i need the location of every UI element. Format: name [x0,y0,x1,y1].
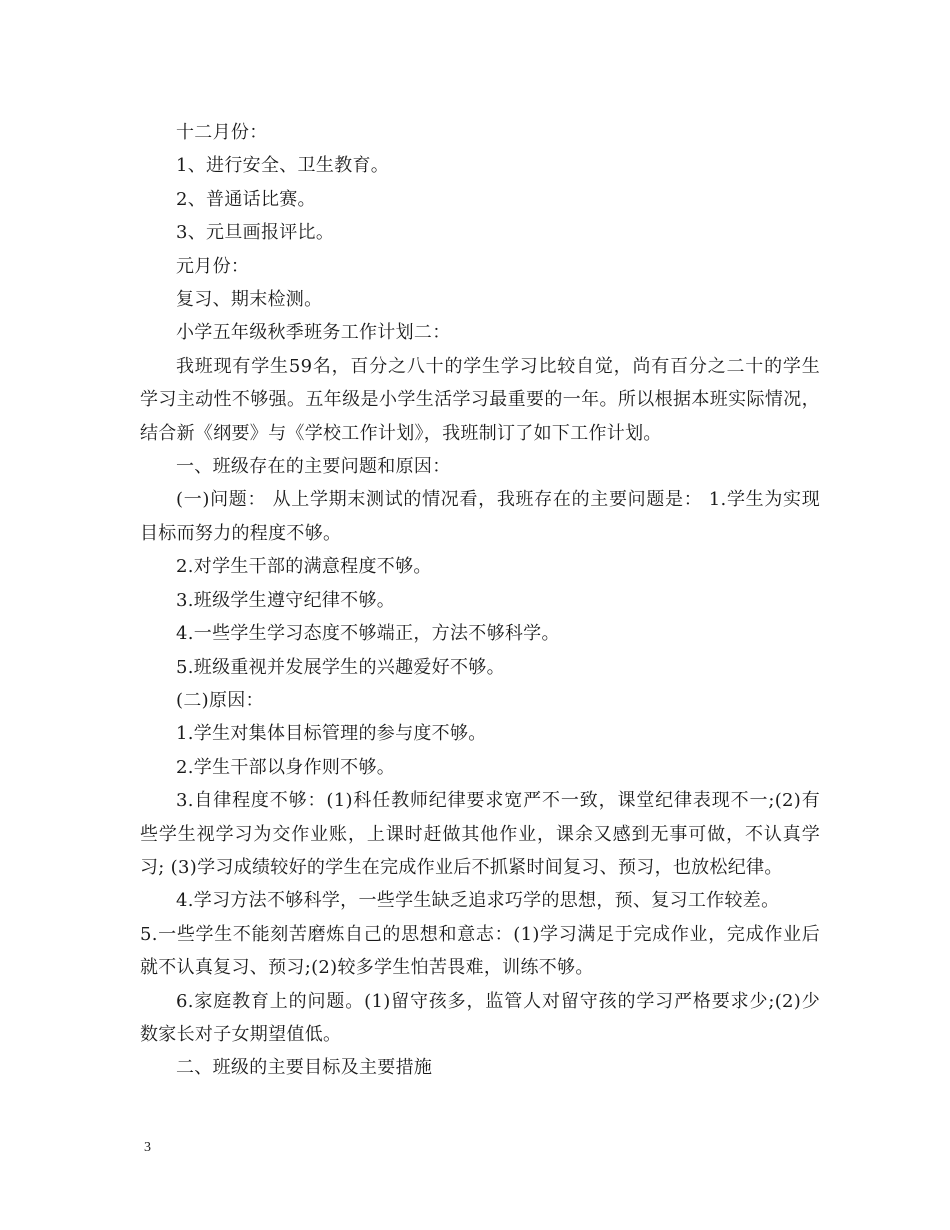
document-page [140,0,820,1230]
paragraph-section-two-heading: 二、班级的主要目标及主要措施 [176,1057,433,1079]
paragraph-problems-intro: (一)问题： 从上学期末测试的情况看，我班存在的主要问题是： 1.学生为实现目标而努力的程度不够。 [140,489,820,544]
paragraph-problem-2: 2.对学生干部的满意程度不够。 [176,556,432,578]
paragraph-class-overview: 我班现有学生59名，百分之八十的学生学习比较自觉，尚有百分之二十的学生学习主动性不够强。五年级是小学生活学习最重要的一年。所以根据本班实际情况，结合新《纲要》与《学校工作计划》，我班制订了如下工作计划。 [140,355,820,444]
document-body [140,116,820,1085]
paragraph-reason-6: 6.家庭教育上的问题。(1)留守孩多，监管人对留守孩的学习严格要求少;(2)少数家长对子女期望值低。 [140,990,820,1045]
paragraph-reason-3: 3.自律程度不够：(1)科任教师纪律要求宽严不一致，课堂纪律表现不一;(2)有些学生视学习为交作业账，上课时赶做其他作业，课余又感到无事可做，不认真学习; (3)学习成绩较好的学生在完成作业后不抓紧时间复习、预习，也放松纪律。 [140,790,820,878]
paragraph-reasons-heading: (二)原因： [176,689,264,711]
paragraph-reason-5: 5.一些学生不能刻苦磨炼自己的思想和意志：(1)学习满足于完成作业，完成作业后就不认真复习、预习;(2)较多学生怕苦畏难，训练不够。 [140,923,820,979]
paragraph-reason-1: 1.学生对集体目标管理的参与度不够。 [176,723,487,745]
paragraph-problem-5: 5.班级重视并发展学生的兴趣爱好不够。 [176,656,505,678]
paragraph-december-heading: 十二月份： [176,122,268,143]
paragraph-reason-4: 4.学习方法不够科学，一些学生缺乏追求巧学的思想，预、复习工作较差。 [176,890,780,912]
paragraph-problem-4: 4.一些学生学习态度不够端正，方法不够科学。 [176,623,560,645]
paragraph-january-item: 复习、期末检测。 [176,289,323,311]
paragraph-january-heading: 元月份： [176,255,250,277]
paragraph-problem-3: 3.班级学生遵守纪律不够。 [176,589,396,611]
paragraph-december-item-3: 3、元旦画报评比。 [176,222,335,244]
paragraph-reason-2: 2.学生干部以身作则不够。 [176,756,396,778]
paragraph-section-one-heading: 一、班级存在的主要问题和原因： [176,456,451,478]
paragraph-plan-two-title: 小学五年级秋季班务工作计划二： [176,322,451,344]
paragraph-december-item-1: 1、进行安全、卫生教育。 [176,155,390,177]
paragraph-december-item-2: 2、普通话比赛。 [176,188,316,210]
page-number: 3 [144,1140,151,1155]
